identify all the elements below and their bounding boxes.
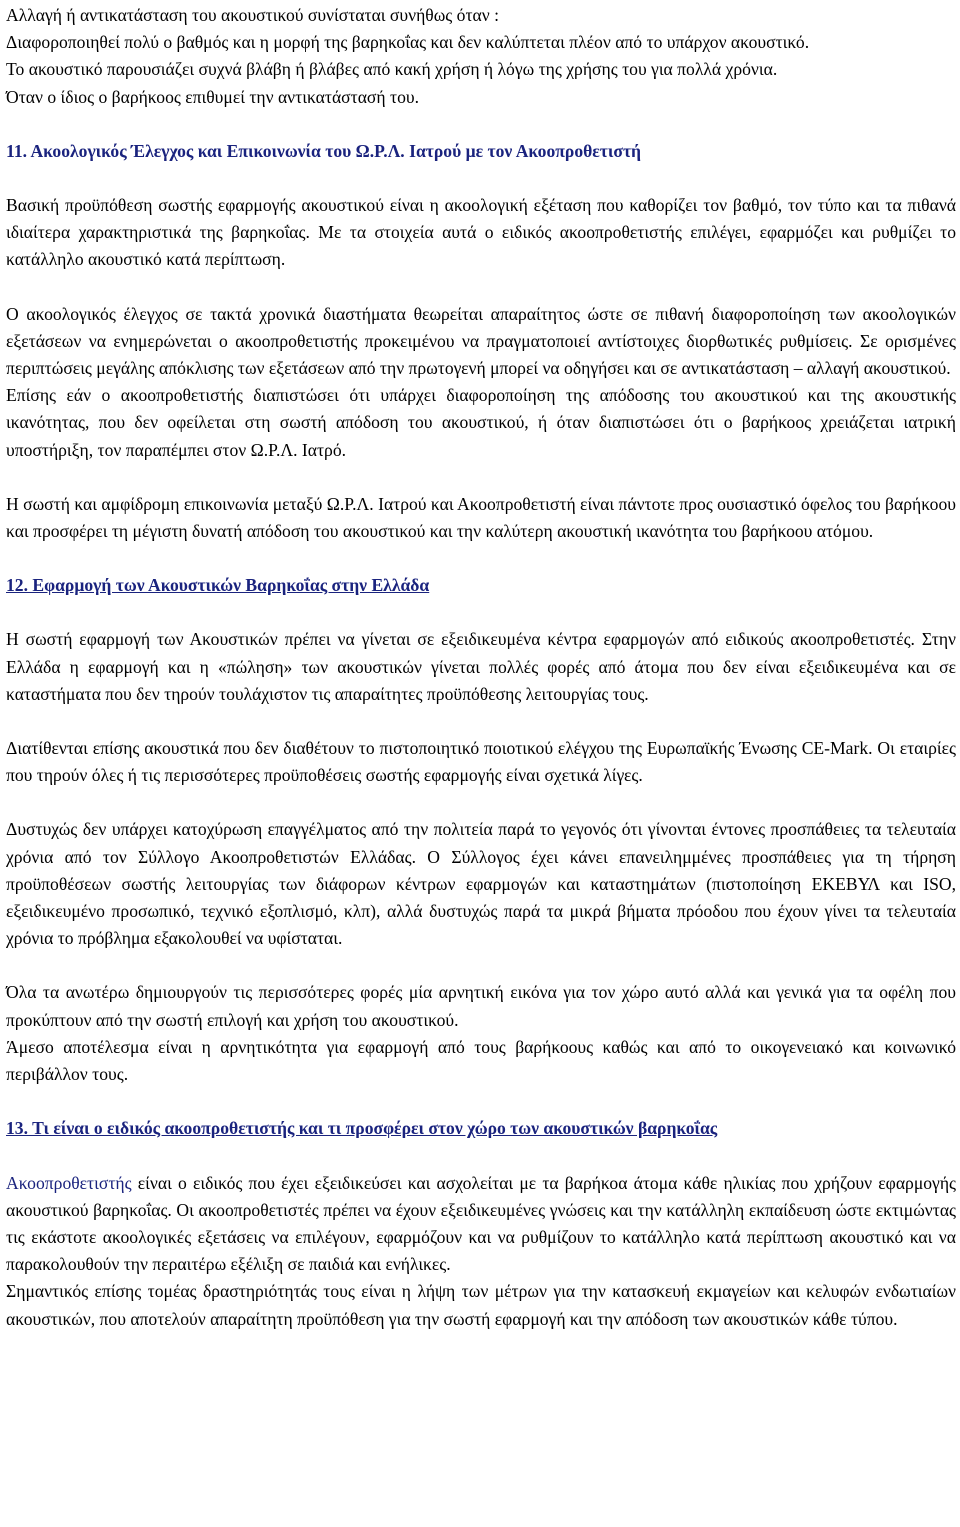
- section-11-paragraph-2: Ο ακοολογικός έλεγχος σε τακτά χρονικά διαστήματα θεωρείται απαραίτητος ώστε σε πιθανή διαφοροποίηση των ακοολογικών εξετάσεων να ενημερώνεται ο ακοοπροθετιστής προκειμένου να πραγματοποιεί αντίστοιχες διορθωτικές ρυθμίσεις. Σε ορισμένες περιπτώσεις μεγάλης απόκλισης των εξετάσεων από την πρωτογενή μπορεί να οδηγήσει και σε αντικατάσταση – αλλαγή ακουστικού.: [6, 303, 956, 379]
- section-12-heading: 12. Εφαρμογή των Ακουστικών Βαρηκοΐας στην Ελλάδα: [6, 575, 430, 596]
- section-13-paragraph-1: [6, 1170, 956, 1279]
- akooprothetistis-link[interactable]: Ακοοπροθετιστής: [6, 1172, 132, 1193]
- section-12-paragraph-3: Δυστυχώς δεν υπάρχει κατοχύρωση επαγγέλματος από την πολιτεία παρά το γεγονός ότι γίνονται έντονες προσπάθειες τα τελευταία χρόνια από τον Σύλλογο Ακοοπροθετιστών Ελλάδας. Ο Σύλλογος έχει κάνει επανειλημμένες προσπάθειες για τη τήρηση προϋποθέσεων σωστής λειτουργίας των διάφορων κέντρων εφαρμογών και καταστημάτων (πιστοποίηση ΕΚΕΒΥΛ και ISO, εξειδικευμένο προσωπικό, τεχνικό εξοπλισμό, κλπ), αλλά δυστυχώς παρά τα μικρά βήματα πρόοδου που έχουν γίνει τα τελευταία χρόνια το πρόβλημα εξακολουθεί να υφίσταται.: [6, 819, 956, 949]
- section-12-paragraph-1: Η σωστή εφαρμογή των Ακουστικών πρέπει να γίνεται σε εξειδικευμένα κέντρα εφαρμογών από ειδικούς ακοοπροθετιστές. Στην Ελλάδα η εφαρμογή και η «πώληση» των ακουστικών γίνεται πολλές φορές από άτομα που δεν είναι εξειδικευμένα και σε καταστήματα που δεν τηρούν τουλάχιστον τις απαραίτητες προϋπόθεσης λειτουργίας τους.: [6, 629, 956, 704]
- section-13-paragraph-1-text: είναι ο ειδικός που έχει εξειδικεύσει και ασχολείται με τα βαρήκοα άτομα κάθε ηλικίας που χρήζουν εφαρμογής ακουστικού βαρηκοΐας. Οι ακοοπροθετιστές πρέπει να έχουν εξειδικευμένες γνώσεις και την κατάλληλη εκπαίδευση ώστε εκτιμώντας τις εκάστοτε ακοολογικές εξετάσεις να επιλέγουν, εφαρμόζουν και να ρυθμίζουν το κατάλληλο κατά περίπτωση ακουστικό και να παρακολουθούν την περαιτέρω εξέλιξη σε παιδιά και ενήλικες.: [6, 1172, 956, 1275]
- intro-line-2: Διαφοροποιηθεί πολύ ο βαθμός και η μορφή της βαρηκοΐας και δεν καλύπτεται πλέον από το υπάρχον ακουστικό.: [6, 32, 810, 53]
- section-11-paragraph-1: Βασική προϋπόθεση σωστής εφαρμογής ακουστικού είναι η ακοολογική εξέταση που καθορίζει τον βαθμό, τον τύπο και τα πιθανά ιδιαίτερα χαρακτηριστικά της βαρηκοΐας. Με τα στοιχεία αυτά ο ειδικός ακοοπροθετιστής επιλέγει, εφαρμόζει και ρυθμίζει το κατάλληλο ακουστικό κατά περίπτωση.: [6, 195, 956, 270]
- section-11-heading: 11. Ακοολογικός Έλεγχος και Επικοινωνία του Ω.Ρ.Λ. Ιατρού με τον Ακοοπροθετιστή: [6, 140, 642, 161]
- section-11-paragraph-3: Επίσης εάν ο ακοοπροθετιστής διαπιστώσει ότι υπάρχει διαφοροποίηση της απόδοσης του ακουστικού και της ακουστικής ικανότητας, που δεν οφείλεται στη σωστή απόδοση του ακουστικού, ή όταν διαπιστώσει ότι ο βαρήκοος χρειάζεται ιατρική υποστήριξη, τον παραπέμπει στον Ω.Ρ.Λ. Ιατρό.: [6, 385, 956, 460]
- section-12-paragraph-2: Διατίθενται επίσης ακουστικά που δεν διαθέτουν το πιστοποιητικό ποιοτικού ελέγχου της Ευρωπαϊκής Ένωσης CE-Mark. Οι εταιρίες που τηρούν όλες ή τις περισσότερες προϋποθέσεις σωστής εφαρμογής είναι σχετικά λίγες.: [6, 738, 956, 786]
- section-13-paragraph-2: Σημαντικός επίσης τομέας δραστηριότητάς τους είναι η λήψη των μέτρων για την κατασκευή εκμαγείων και κελυφών ενδωτιαίων ακουστικών, που αποτελούν απαραίτητη προϋπόθεση για την σωστή εφαρμογή και την απόδοση των ακουστικών κάθε τύπου.: [6, 1281, 956, 1329]
- section-13-heading: 13. Τι είναι ο ειδικός ακοοπροθετιστής και τι προσφέρει στον χώρο των ακουστικών βαρηκοΐας: [6, 1118, 718, 1139]
- section-12-paragraph-4: Όλα τα ανωτέρω δημιουργούν τις περισσότερες φορές μία αρνητική εικόνα για τον χώρο αυτό αλλά και γενικά για τα οφέλη που προκύπτουν από την σωστή επιλογή και χρήση του ακουστικού.: [6, 982, 956, 1030]
- intro-line-3: Το ακουστικό παρουσιάζει συχνά βλάβη ή βλάβες από κακή χρήση ή λόγω της χρήσης του για πολλά χρόνια.: [6, 59, 778, 80]
- section-12-paragraph-5: Άμεσο αποτέλεσμα είναι η αρνητικότητα για εφαρμογή από τους βαρήκοους καθώς και από το οικογενειακό και κοινωνικό περιβάλλον τους.: [6, 1036, 956, 1085]
- section-11-paragraph-4: Η σωστή και αμφίδρομη επικοινωνία μεταξύ Ω.Ρ.Λ. Ιατρού και Ακοοπροθετιστή είναι πάντοτε προς ουσιαστικό όφελος του βαρήκοου και προσφέρει τη μέγιστη δυνατή απόδοση του ακουστικού και την καλύτερη ακουστική ικανότητα του βαρήκοου ατόμου.: [6, 493, 956, 542]
- intro-line-4: Όταν ο ίδιος ο βαρήκοος επιθυμεί την αντικατάστασή του.: [6, 86, 419, 107]
- intro-line-1: Αλλαγή ή αντικατάσταση του ακουστικού συνίσταται συνήθως όταν :: [6, 5, 499, 25]
